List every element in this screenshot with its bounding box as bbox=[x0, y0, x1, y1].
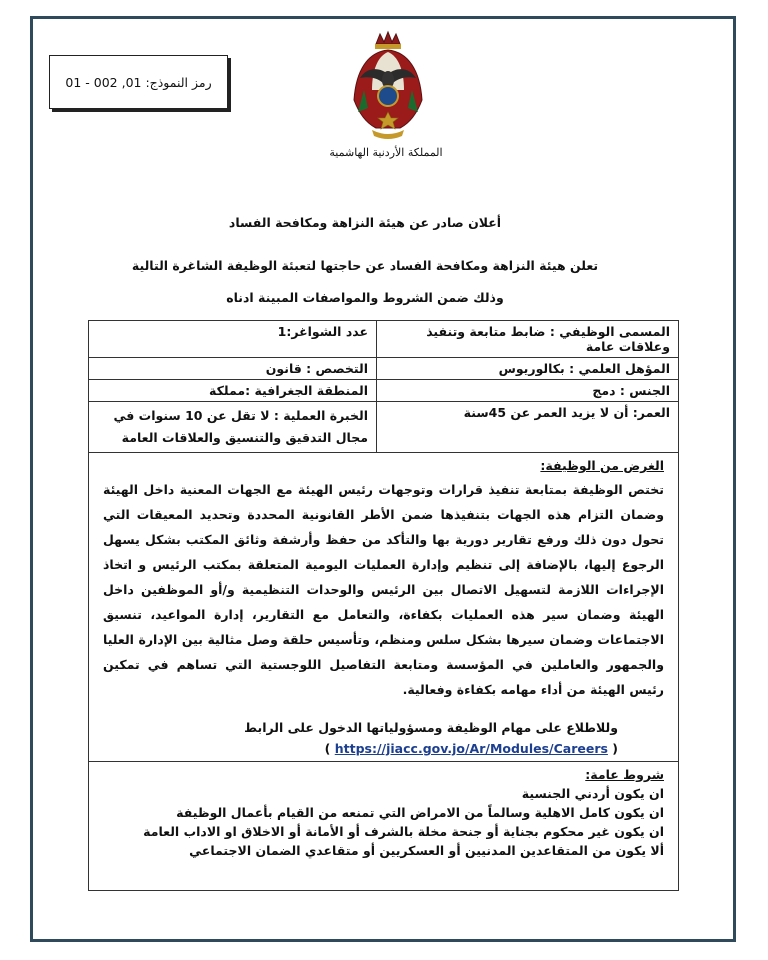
specialization-cell: التخصص : قانون bbox=[89, 358, 377, 380]
form-code-box bbox=[49, 55, 228, 109]
careers-link[interactable]: https://jiacc.gov.jo/Ar/Modules/Careers bbox=[334, 741, 608, 756]
announcement-title: أعلان صادر عن هيئة النزاهة ومكافحة الفساد bbox=[228, 215, 502, 230]
vacancies-cell: عدد الشواغر:1 bbox=[89, 321, 377, 358]
list-item: ألا يكون من المتقاعدين المدنيين أو العسكريين أو متقاعدي الضمان الاجتماعي bbox=[189, 843, 664, 858]
table-row bbox=[89, 358, 679, 380]
announcement-conditions-note: وذلك ضمن الشروط والمواصفات المبينة ادناه bbox=[226, 290, 504, 305]
table-row bbox=[89, 453, 679, 762]
gender-cell: الجنس : دمج bbox=[377, 380, 679, 402]
table-row bbox=[89, 762, 679, 891]
job-details-table bbox=[88, 320, 679, 891]
link-intro: وللاطلاع على مهام الوظيفة ومسؤولياتها الدخول على الرابط bbox=[244, 720, 618, 735]
kingdom-name: المملكة الأردنية الهاشمية bbox=[329, 146, 443, 159]
announcement-intro: تعلن هيئة النزاهة ومكافحة الفساد عن حاجتها لتعبئة الوظيفة الشاغرة التالية bbox=[131, 258, 599, 273]
careers-link-line bbox=[103, 741, 664, 756]
list-item: ان يكون غير محكوم بجناية أو جنحة مخلة بالشرف أو الأمانة أو الاخلاق او الاداب العامة bbox=[143, 824, 664, 839]
job-purpose-cell bbox=[89, 453, 679, 762]
qualification-cell: المؤهل العلمي : بكالوريوس bbox=[377, 358, 679, 380]
purpose-text: تختص الوظيفة بمتابعة تنفيذ قرارات وتوجهات رئيس الهيئة مع الجهات المعنية داخل الهيئة وضمان التزام هذه الجهات بتنفيذها ضمن الأطر القانونية المحددة وتحديد المعيقات التي تحول دون ذلك ورفع تقارير دورية بها والتأكد من حفظ وأرشفة وثائق المكتب بشكل يسهل الرجوع إليها، بالإضافة إلى تنظيم وإدارة العمليات اليومية المتعلقة بمكتب الرئيس و اتخاذ الإجراءات اللازمة لتسهيل الاتصال بين الرئيس والوحدات التنظيمية و/أو الموظفين داخل الهيئة وضمان سير هذه العمليات بكفاءة، والتعامل مع التقارير، إدارة المواعيد، تنسيق الاجتماعات وضمان سيرها بشكل سلس ومنظم، وتأسيس حلقة وصل مثالية بين الإدارة العليا والجمهور والعاملين في المؤسسة ومتابعة التفاصيل اللوجستية التي تساهم في تمكين رئيس الهيئة من أداء مهامه بكفاءة وفعالية. bbox=[103, 482, 664, 697]
list-item: ان يكون أردني الجنسية bbox=[521, 786, 664, 801]
form-code-text: رمز النموذج: 01, 002 - 01 bbox=[65, 74, 212, 90]
coat-of-arms-icon bbox=[338, 30, 438, 140]
purpose-title: الغرض من الوظيفة: bbox=[540, 458, 664, 473]
table-row bbox=[89, 321, 679, 358]
general-conditions-cell bbox=[89, 762, 679, 891]
age-cell: العمر: أن لا يزيد العمر عن 45سنة bbox=[377, 402, 679, 453]
link-close-paren: ) bbox=[324, 741, 331, 756]
link-open-paren: ( bbox=[612, 741, 618, 756]
experience-cell: الخبرة العملية : لا تقل عن 10 سنوات في مجال التدقيق والتنسيق والعلاقات العامة bbox=[89, 402, 377, 453]
table-row bbox=[89, 380, 679, 402]
table-row bbox=[89, 402, 679, 453]
job-title-cell: المسمى الوظيفي : ضابط متابعة وتنفيذ وعلاقات عامة bbox=[377, 321, 679, 358]
list-item: ان يكون كامل الاهلية وسالماً من الامراض التي تمنعه من القيام بأعمال الوظيفة bbox=[176, 805, 664, 820]
conditions-title: شروط عامة: bbox=[585, 767, 664, 782]
region-cell: المنطقة الجغرافية :مملكة bbox=[89, 380, 377, 402]
